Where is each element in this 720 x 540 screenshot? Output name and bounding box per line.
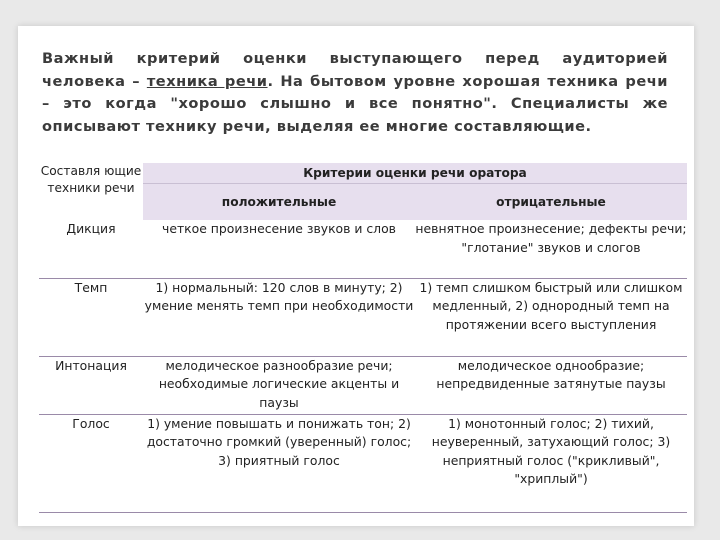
positive-header: положительные	[143, 184, 415, 221]
row-negative: мелодическое однообразие; непредвиденные затянутые паузы	[415, 356, 687, 414]
intro-paragraph	[42, 48, 668, 138]
row-positive: мелодическое разнообразие речи; необходимые логические акценты и паузы	[143, 356, 415, 414]
table-row	[39, 356, 687, 414]
row-negative: 1) монотонный голос; 2) тихий, неуверенный, затухающий голос; 3) неприятный голос ("крикливый", "хриплый")	[415, 414, 687, 512]
criteria-table-wrapper	[39, 163, 687, 513]
intro-text-start: Важный критерий оценки выступающего перед аудиторией человека –	[42, 50, 668, 90]
components-header: Составля ющие техники речи	[39, 163, 143, 220]
row-negative: невнятное произнесение; дефекты речи; "глотание" звуков и слогов	[415, 221, 687, 255]
row-negative: 1) темп слишком быстрый или слишком медленный, 2) однородный темп на протяжении всего выступления	[415, 278, 687, 356]
criteria-header: Критерии оценки речи оратора	[143, 163, 687, 184]
intro-text-end: . На бытовом уровне хорошая техника речи – это когда "хорошо слышно и все понятно". Специалисты же описывают технику речи, выделяя ее многие составляющие.	[42, 72, 668, 135]
row-name: Темп	[39, 278, 143, 356]
table-row	[39, 220, 687, 278]
row-positive: 1) умение повышать и понижать тон; 2) достаточно громкий (уверенный) голос; 3) приятный голос	[143, 414, 415, 512]
negative-header: отрицательные	[415, 184, 687, 221]
criteria-table	[39, 163, 687, 513]
slide	[18, 26, 694, 526]
row-name: Дикция	[66, 221, 116, 236]
row-positive: четкое произнесение звуков и слов	[162, 221, 396, 236]
intro-underlined-term: техника речи	[146, 72, 268, 90]
table-row	[39, 278, 687, 356]
table-row	[39, 414, 687, 512]
row-positive: 1) нормальный: 120 слов в минуту; 2) умение менять темп при необходимости	[143, 278, 415, 356]
row-name: Голос	[39, 414, 143, 512]
row-name: Интонация	[39, 356, 143, 414]
